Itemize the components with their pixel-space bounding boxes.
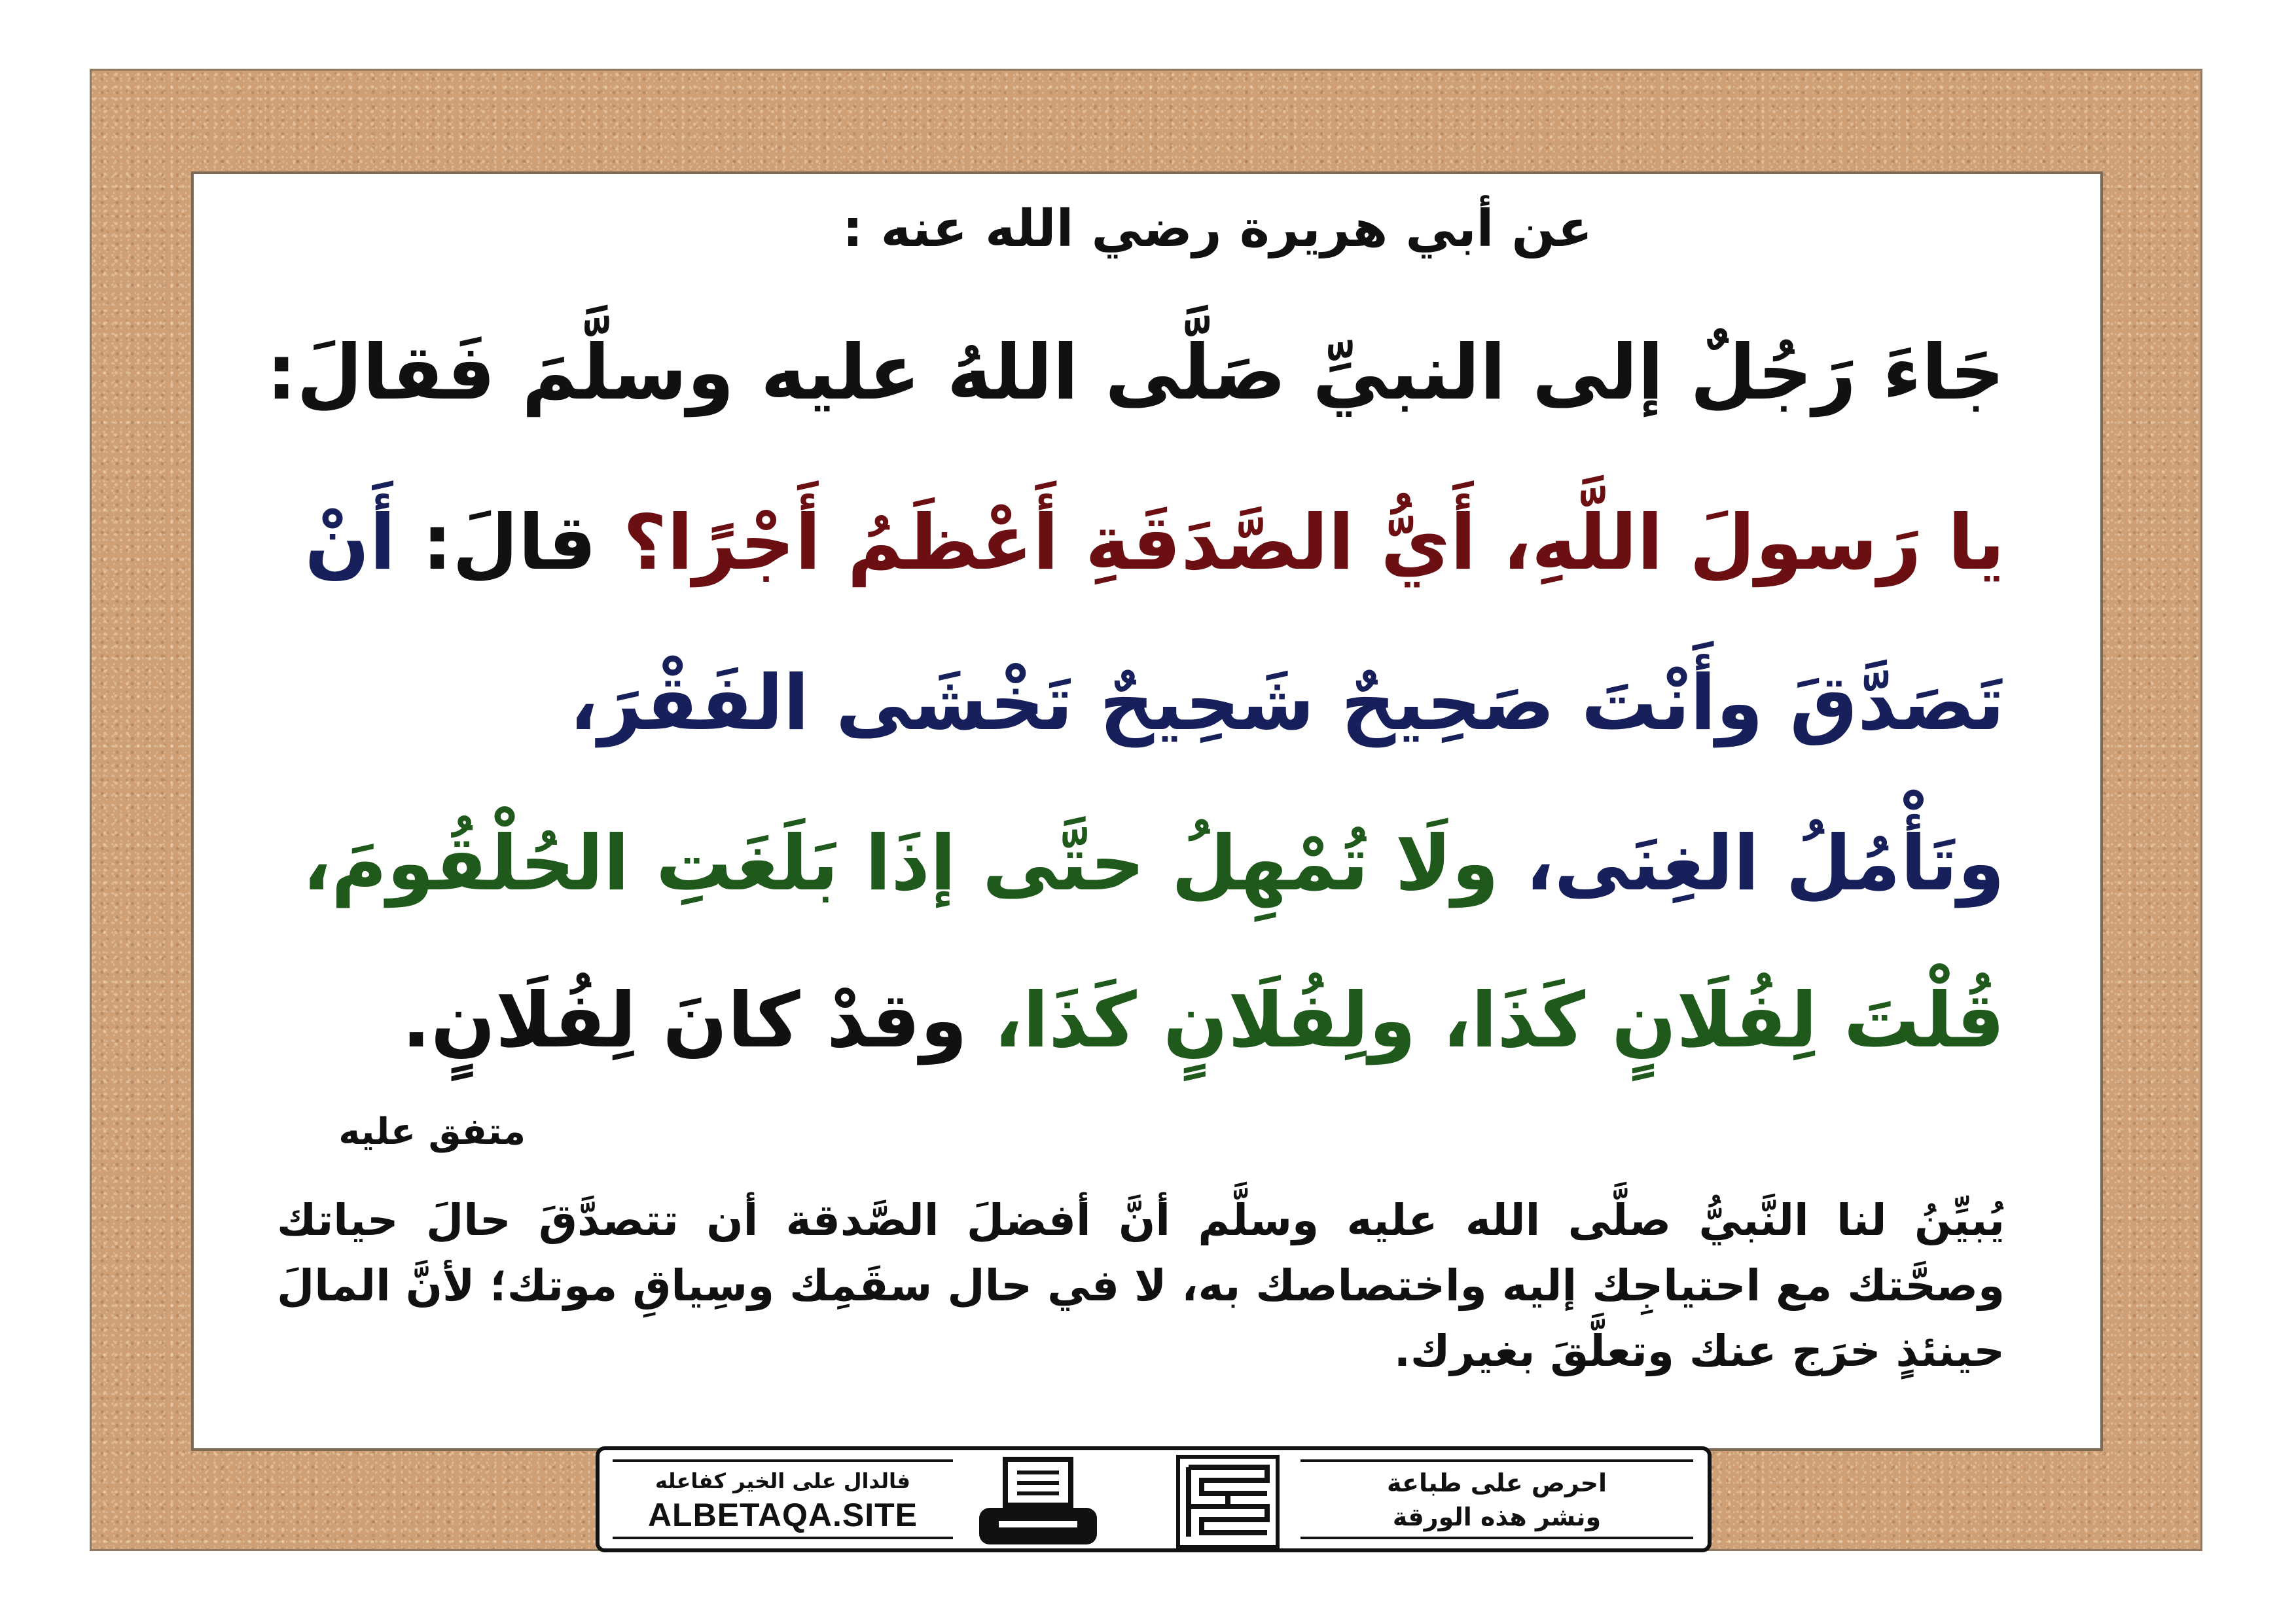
hadith-said: قالَ:	[422, 499, 597, 587]
daawa-logo	[1175, 1454, 1280, 1550]
hadith-question: يا رَسولَ اللَّهِ، أَيُّ الصَّدَقَةِ أَعْظَمُ أَجْرًا؟	[622, 499, 2005, 587]
footer-print-line-1: احرص على طباعة	[1386, 1469, 1607, 1497]
footer-print-line-2: ونشر هذه الورقة	[1392, 1503, 1602, 1531]
hadith-line-4	[302, 805, 2005, 923]
footer-site-link[interactable]: ALBETAQA.SITE	[647, 1497, 918, 1533]
hadith-line-2	[305, 484, 2005, 602]
hadith-answer-start: أَنْ	[304, 499, 396, 587]
hadith-line-4-blue: وتَأْمُلُ الغِنَى،	[1525, 819, 2005, 908]
explanation-text: يُبيِّنُ لنا النَّبيُّ صلَّى الله عليه وسلَّم أنَّ أفضلَ الصَّدقة أن تتصدَّقَ حالَ حياتك وصحَّتك مع احتياجِك إليه واختصاصك به، لا في حال سقَمِك وسِياقِ موتك؛ لأنَّ المالَ حينئذٍ خرَج عنك وتعلَّقَ بغيرك.	[277, 1195, 2005, 1376]
hadith-narrator: عن أبي هريرة رضي الله عنه :	[842, 200, 1592, 259]
hadith-line-4-green: ولَا تُمْهِلُ حتَّى إذَا بَلَغَتِ الحُلْقُومَ،	[302, 819, 1499, 908]
hadith-line-5-green: قُلْتَ لِفُلَانٍ كَذَا، ولِفُلَانٍ كَذَا،	[994, 976, 2005, 1065]
footer-banner	[596, 1446, 1712, 1552]
hadith-line-1: جَاءَ رَجُلٌ إلى النبيِّ صَلَّى اللهُ عليه وسلَّمَ فَقالَ:	[266, 329, 2005, 417]
footer-site-box[interactable]	[613, 1459, 953, 1539]
hadith-source: متفق عليه	[338, 1111, 526, 1153]
hadith-line-5-black: وقدْ كانَ لِفُلَانٍ.	[401, 976, 968, 1065]
footer-proverb: فالدال على الخير كفاعله	[655, 1469, 910, 1493]
hadith-line-5	[402, 962, 2005, 1080]
footer-print-box	[1300, 1459, 1693, 1539]
printer-icon	[973, 1457, 1103, 1548]
hadith-line-3: تَصَدَّقَ وأَنْتَ صَحِيحٌ شَحِيحٌ تَخْشَى الفَقْرَ،	[569, 659, 2005, 747]
